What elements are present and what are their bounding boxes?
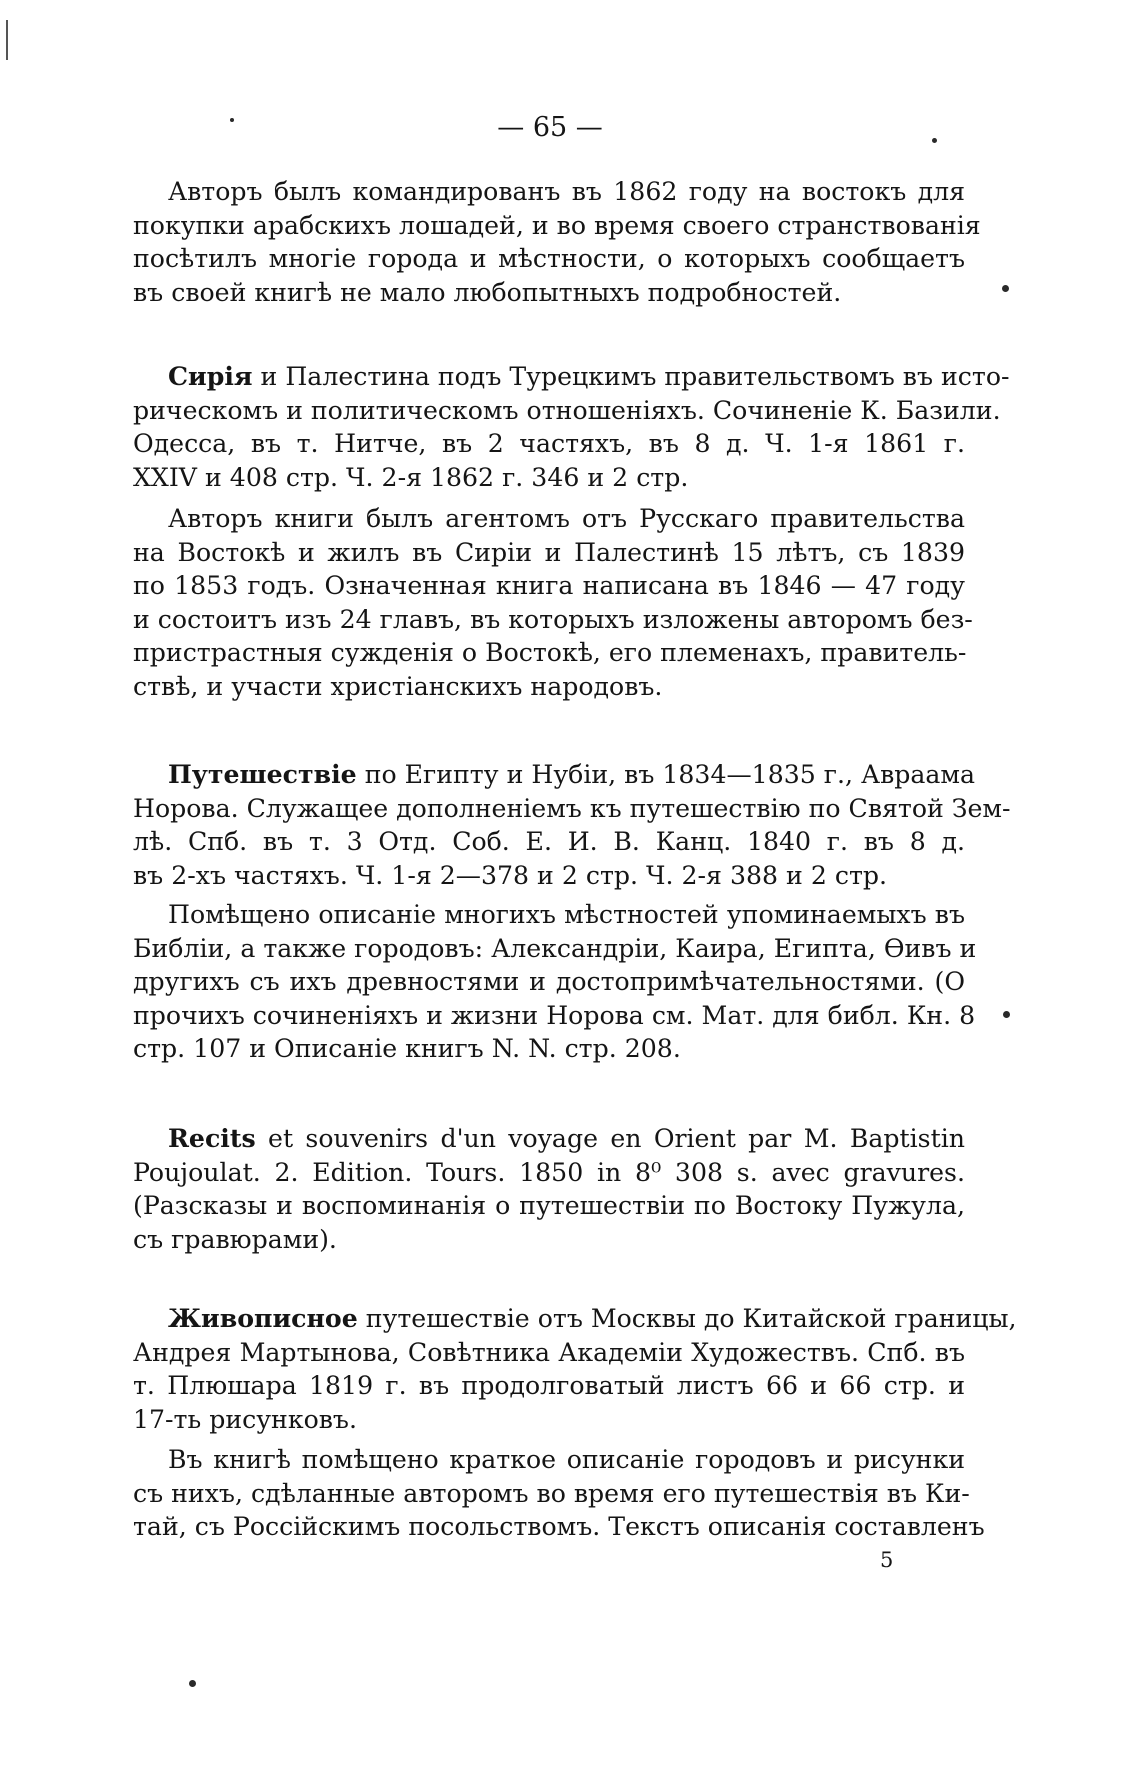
scan-speck	[932, 138, 937, 143]
text-line: Библіи, а также городовъ: Александріи, Каира, Египта, Ѳивъ и	[133, 933, 977, 963]
annotation-martynov	[133, 1443, 985, 1544]
entry-title-rest: по Египту и Нубіи, въ 1834—1835 г., Авраама	[356, 760, 976, 789]
entry-martynov	[133, 1302, 1017, 1436]
text-line: съ гравюрами).	[133, 1224, 337, 1254]
entry-siria-palestina	[133, 360, 1010, 494]
scan-speck	[1002, 285, 1009, 292]
entry-title-rest: et souvenirs d'un voyage en Orient par M. Baptistin	[255, 1124, 965, 1153]
text-line: Авторъ книги былъ агентомъ отъ Русскаго правительства	[168, 504, 965, 533]
text-line: на Востокѣ и жилъ въ Сиріи и Палестинѣ 15 лѣтъ, съ 1839	[133, 537, 965, 567]
entry-title-rest: и Палестина подъ Турецкимъ правительствомъ въ исто-	[252, 362, 1010, 391]
text-line: пристрастныя сужденія о Востокѣ, его племенахъ, правитель-	[133, 638, 967, 668]
paragraph-kamensky-note	[133, 175, 981, 309]
text-line: Poujoulat. 2. Edition. Tours. 1850 in 8⁰ 308 s. avec gravures.	[133, 1157, 965, 1187]
text-line: лѣ. Спб. въ т. 3 Отд. Соб. Е. И. В. Канц. 1840 г. въ 8 д.	[133, 827, 965, 857]
text-line: въ 2-хъ частяхъ. Ч. 1-я 2—378 и 2 стр. Ч. 2-я 388 и 2 стр.	[133, 860, 888, 890]
scan-speck	[189, 1680, 196, 1687]
text-line: (Разсказы и воспоминанія о путешествіи по Востоку Пужула,	[133, 1191, 965, 1221]
text-line: и состоитъ изъ 24 главъ, въ которыхъ изложены авторомъ без-	[133, 604, 973, 634]
annotation-norov	[133, 898, 977, 1066]
text-line: по 1853 годъ. Означенная книга написана въ 1846 — 47 году	[133, 571, 965, 601]
text-line: 17-ть рисунковъ.	[133, 1404, 357, 1434]
text-line: т. Плюшара 1819 г. въ продолговатый листъ 66 и 66 стр. и	[133, 1371, 965, 1401]
text-line: другихъ съ ихъ древностями и достопримѣчательностями. (О	[133, 967, 965, 997]
text-line: Андрея Мартынова, Совѣтника Академіи Художествъ. Спб. въ	[133, 1337, 965, 1367]
entry-lead-word: Recits	[168, 1123, 256, 1153]
scan-speck	[1003, 1011, 1010, 1018]
entry-egypt-nubia	[133, 758, 1011, 892]
entry-recits-poujoulat	[133, 1122, 965, 1256]
entry-lead-word: Путешествіе	[168, 759, 357, 789]
text-line: въ своей книгѣ не мало любопытныхъ подробностей.	[133, 277, 842, 307]
entry-title-line	[133, 758, 976, 792]
text-line: ствѣ, и участи христіанскихъ народовъ.	[133, 671, 663, 701]
text-line: Авторъ былъ командированъ въ 1862 году на востокъ для	[168, 177, 965, 206]
scan-speck	[230, 118, 234, 122]
text-line: тай, съ Россійскимъ посольствомъ. Текстъ описанія составленъ	[133, 1512, 985, 1542]
entry-title-line	[133, 360, 1010, 394]
text-line: прочихъ сочиненіяхъ и жизни Норова см. Мат. для библ. Кн. 8	[133, 1000, 976, 1030]
text-line: Норова. Служащее дополненіемъ къ путешествію по Святой Зем-	[133, 793, 1011, 823]
printer-signature: 5	[880, 1548, 894, 1572]
scan-edge-mark	[6, 20, 8, 60]
text-line: XXIV и 408 стр. Ч. 2-я 1862 г. 346 и 2 стр.	[133, 462, 689, 492]
entry-title-line	[133, 1122, 965, 1156]
text-line: стр. 107 и Описаніе книгъ N. N. стр. 208.	[133, 1034, 681, 1064]
entry-lead-word: Живописное	[168, 1303, 358, 1333]
text-line: Помѣщено описаніе многихъ мѣстностей упоминаемыхъ въ	[168, 900, 965, 929]
text-line: посѣтилъ многіе города и мѣстности, о которыхъ сообщаетъ	[133, 244, 965, 274]
entry-title-line	[133, 1302, 1017, 1336]
text-line: съ нихъ, сдѣланные авторомъ во время его путешествія въ Ки-	[133, 1478, 970, 1508]
text-line: Въ книгѣ помѣщено краткое описаніе городовъ и рисунки	[168, 1445, 965, 1474]
page-number: — 65 —	[497, 112, 603, 143]
entry-title-rest: путешествіе отъ Москвы до Китайской границы,	[357, 1304, 1017, 1333]
text-line: покупки арабскихъ лошадей, и во время своего странствованія	[133, 210, 981, 240]
text-line: Одесса, въ т. Нитче, въ 2 частяхъ, въ 8 д. Ч. 1-я 1861 г.	[133, 429, 965, 459]
text-line: рическомъ и политическомъ отношеніяхъ. Сочиненіе К. Базили.	[133, 395, 1001, 425]
annotation-siria	[133, 502, 973, 704]
entry-lead-word: Сирія	[168, 361, 253, 391]
